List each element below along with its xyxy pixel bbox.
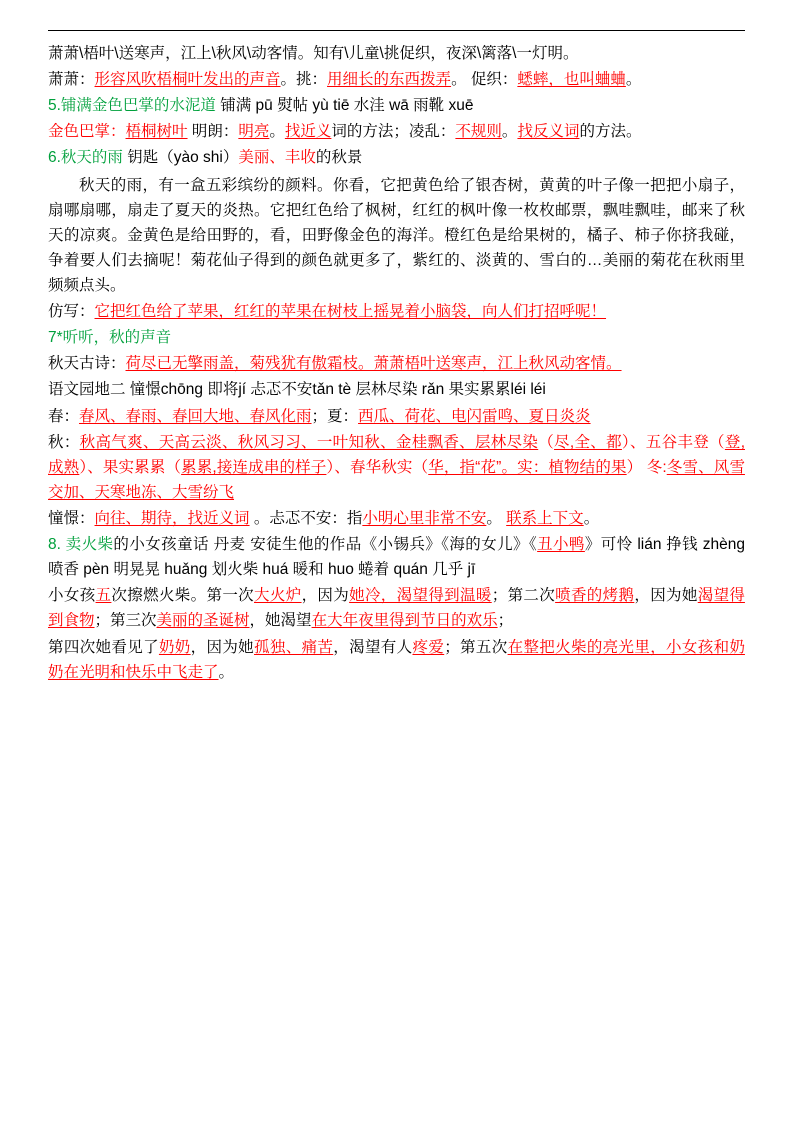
text-line [48, 93, 745, 118]
text-span: 铺满 pū 熨帖 yù tiē 水洼 wā 雨靴 xuē [215, 97, 474, 115]
text-span: 找近义 [284, 123, 332, 141]
text-span: 6.秋天的雨 [48, 149, 123, 167]
text-line [48, 41, 745, 66]
text-span: 奶奶 [158, 638, 191, 656]
text-span: 渴望得到食物 [48, 587, 745, 630]
text-span: 联系上下文 [506, 509, 584, 527]
text-span: ）、五谷丰登（ [621, 433, 725, 451]
text-span: 喷香的烤鹅 [555, 587, 635, 605]
text-span: 8. 卖火柴 [48, 536, 114, 554]
text-span: 华，指“花”。实：植物结的果 [428, 458, 627, 476]
text-span: 在大年夜里得到节日的欢乐 [311, 612, 498, 630]
text-span: 尽,全、都 [554, 433, 622, 451]
text-span: ，因为她 [190, 638, 255, 656]
text-line [48, 299, 745, 324]
text-span: 钥匙（yào shi） [122, 149, 239, 167]
text-span: 春： [48, 407, 80, 425]
text-line [48, 404, 745, 429]
text-span: 次擦燃火柴。第一次 [111, 587, 255, 605]
text-span: 疼爱 [412, 638, 445, 656]
text-span: 美丽的圣诞树 [156, 612, 250, 630]
text-line [48, 67, 745, 92]
text-span: 找反义词 [517, 123, 580, 141]
text-span: 的小女孩童话 丹麦 安徒生他的作品《小锡兵》《海的女儿》《 [113, 536, 538, 554]
text-span: 词的方法；凌乱： [331, 123, 456, 141]
text-span: 荷尽已无擎雨盖，菊残犹有傲霜枝。萧萧梧叶送寒声，江上秋风动客情。 [125, 355, 622, 373]
text-span: ） 冬: [626, 458, 667, 476]
text-span: 憧憬： [48, 509, 95, 527]
text-span: 春风、春雨、春回大地、春风化雨 [79, 407, 312, 425]
header-divider [48, 30, 745, 31]
text-span: 第四次她看见了 [48, 638, 159, 656]
text-span: 向往、期待，找近义词 [94, 509, 250, 527]
text-span: 小女孩 [48, 587, 96, 605]
text-span: 仿写： [48, 303, 95, 321]
text-span: 孤独、痛苦 [254, 638, 334, 656]
document-body [48, 41, 745, 685]
text-span: 明亮 [238, 123, 270, 141]
text-span: ； [497, 612, 514, 630]
text-span: ；第三次 [94, 612, 157, 630]
text-span: 形容风吹梧桐叶发出的声音 [94, 71, 281, 89]
text-span: 。忐忑不安：指 [249, 509, 363, 527]
text-span: ）、果实累累（ [79, 458, 182, 476]
text-span: 。 促织： [451, 71, 518, 89]
text-span: ；第二次 [491, 587, 556, 605]
text-span: 明朗： [187, 123, 239, 141]
text-span: 蟋蟀，也叫蛐蛐 [517, 71, 626, 89]
text-line [48, 325, 745, 350]
text-span: ，渴望有人 [333, 638, 413, 656]
text-span: ）、春华秋实（ [326, 458, 429, 476]
text-span: 她冷，渴望得到温暖 [349, 587, 492, 605]
text-span: 不规则 [455, 123, 502, 141]
text-line [48, 173, 745, 299]
text-span: 累累,接连成串的样子 [181, 458, 327, 476]
text-line [48, 532, 745, 582]
text-span: 用细长的东西拨弄 [327, 71, 452, 89]
text-span: 秋： [48, 433, 80, 451]
text-span: ；夏： [311, 407, 359, 425]
text-line [48, 430, 745, 505]
text-span: 美丽、丰收 [238, 149, 316, 167]
text-line [48, 145, 745, 170]
text-span: 7*听听，秋的声音 [48, 329, 172, 347]
text-span: 萧萧\梧叶\送寒声，江上\秋风\动客情。知有\儿童\挑促织，夜深\篱落\一灯明。 [48, 45, 579, 62]
text-line [48, 583, 745, 633]
text-line [48, 506, 745, 531]
text-span: 五 [95, 587, 112, 605]
text-span: ，因为她 [634, 587, 698, 605]
text-span: 秋高气爽、天高云淡、秋风习习、一叶知秋、金桂飘香、层林尽染 [79, 433, 539, 451]
text-span: 的秋景 [315, 149, 363, 167]
text-span: 的方法。 [579, 123, 642, 141]
text-line [48, 377, 745, 402]
text-span: ，因为 [301, 587, 350, 605]
text-span: 。 [269, 123, 285, 141]
text-span: 秋天古诗： [48, 355, 126, 373]
text-span: 梧桐树叶 [125, 123, 188, 141]
text-span: 它把红色给了苹果，红红的苹果在树枝上摇晃着小脑袋，向人们打招呼呢！ [94, 303, 607, 321]
text-span: 5.铺满金色巴掌的水泥道 [48, 97, 216, 115]
text-span: 丑小鸭 [537, 536, 585, 554]
text-line [48, 119, 745, 144]
text-line [48, 635, 745, 685]
text-span: 秋天的雨，有一盒五彩缤纷的颜料。你看，它把黄色给了银杏树，黄黄的叶子像一把把小扇子，扇哪扇哪，扇走了夏天的炎热。它把红色给了枫树，红红的枫叶像一枚枚邮票，飘哇飘哇，邮来了秋天的凉爽。金黄色是给田野的，看，田野像金色的海洋。橙红色是给果树的，橘子、柿子你挤我碰，争着要人们去摘呢！菊花仙子得到的颜色就更多了，紫红的、淡黄的、雪白的…美丽的菊花在秋雨里频频点头。 [48, 176, 745, 294]
text-span: （ [538, 433, 555, 451]
text-span: 。 [625, 71, 642, 89]
text-span: 。挑： [280, 71, 328, 89]
text-span: ；第五次 [444, 638, 508, 656]
text-span: 。 [486, 509, 507, 527]
text-span: 。 [583, 509, 600, 527]
text-span: 》可怜 lián 挣钱 zhèng 喷香 pèn 明晃晃 huǎng 划火柴 huá 暖和 huo 蜷着 quán 几乎 jī [48, 536, 746, 579]
text-span: ，她渴望 [249, 612, 312, 630]
text-span: 语文园地二 憧憬chōng 即将jí 忐忑不安tǎn tè 层林尽染 rǎn 果实累累léi léi [48, 381, 546, 399]
text-span: 在整把火柴的亮光里，小女孩和奶奶在光明和快乐中飞走了 [48, 638, 745, 681]
text-span: 小明心里非常不安 [362, 509, 487, 527]
text-span: 大火炉 [254, 587, 302, 605]
text-span: 金色巴掌： [48, 123, 126, 141]
text-span: 萧萧： [48, 71, 95, 89]
text-line [48, 351, 745, 376]
text-span: 。 [501, 123, 518, 141]
text-span: 。 [218, 663, 235, 681]
text-span: 冬雪、风雪交加、天寒地冻、大雪纷飞 [48, 458, 745, 501]
text-span: 西瓜、荷花、电闪雷鸣、夏日炎炎 [358, 407, 591, 425]
text-span: 登,成熟 [48, 433, 745, 476]
